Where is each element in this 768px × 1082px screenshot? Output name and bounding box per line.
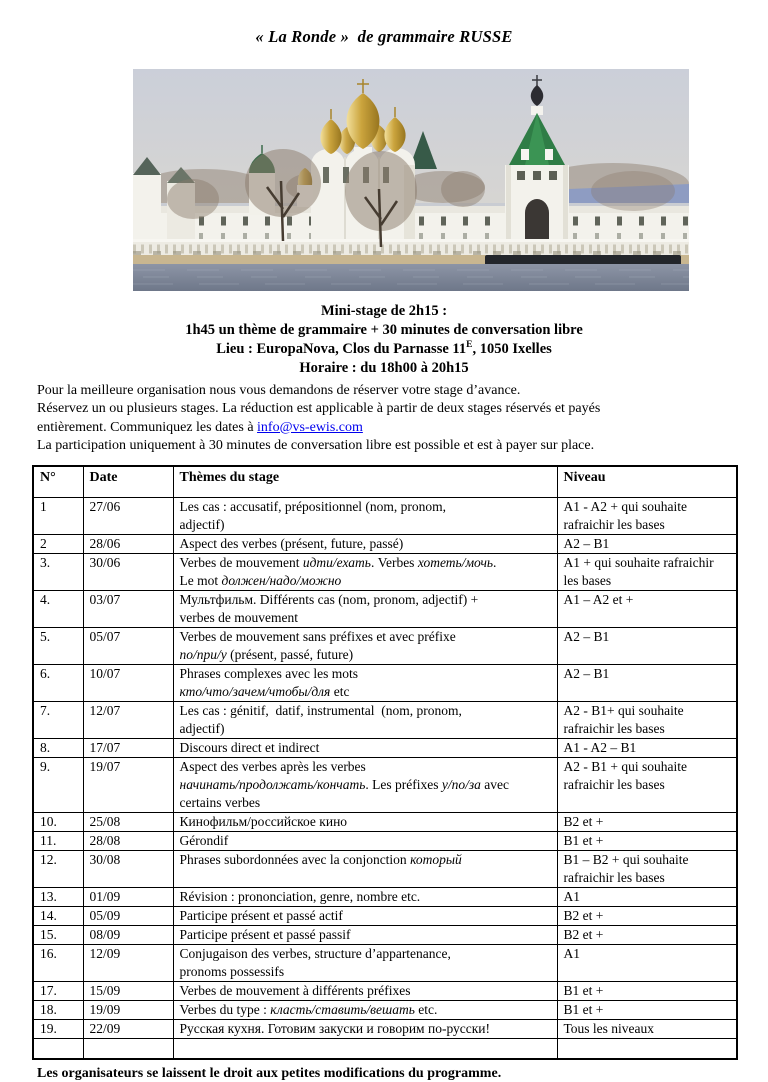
cell-number: 6. bbox=[33, 664, 83, 701]
cell-theme bbox=[173, 812, 557, 831]
theme-text: . Les préfixes bbox=[365, 776, 442, 792]
cell-date: 19/07 bbox=[83, 757, 173, 812]
table-row bbox=[33, 887, 737, 906]
cell-niveau: A1 bbox=[557, 887, 737, 906]
cell-number: 1 bbox=[33, 497, 83, 534]
embankment bbox=[133, 239, 689, 255]
cell-theme bbox=[173, 497, 557, 534]
theme-text: Verbes de mouvement sans préfixes et avec préfixe bbox=[179, 628, 456, 644]
contact-email-link[interactable]: info@vs-ewis.com bbox=[257, 419, 363, 435]
river-water bbox=[133, 264, 689, 291]
theme-text: Conjugaison des verbes, structure d’appartenance, bbox=[179, 945, 451, 961]
cell-niveau: Tous les niveaux bbox=[557, 1019, 737, 1038]
cell-number: 17. bbox=[33, 981, 83, 1000]
col-header-theme: Thèmes du stage bbox=[173, 466, 557, 498]
cell-niveau: A2 - B1 + qui souhaite rafraichir les bases bbox=[557, 757, 737, 812]
theme-text: Verbes du type : bbox=[179, 1001, 271, 1017]
theme-text: etc. bbox=[414, 1001, 438, 1017]
theme-russian-term: класть/ставить/вешать bbox=[270, 1001, 415, 1017]
theme-text: Aspect des verbes après les verbes bbox=[179, 758, 366, 774]
cell-theme bbox=[173, 981, 557, 1000]
info-line-location bbox=[0, 340, 768, 359]
table-row-empty bbox=[33, 1038, 737, 1059]
col-header-number: N° bbox=[33, 466, 83, 498]
cell-number: 12. bbox=[33, 850, 83, 887]
cell-niveau: B1 – B2 + qui souhaite rafraichir les bases bbox=[557, 850, 737, 887]
table-row bbox=[33, 981, 737, 1000]
cell-theme bbox=[173, 850, 557, 887]
info-line-format: 1h45 un thème de grammaire + 30 minutes de conversation libre bbox=[185, 322, 583, 338]
cell-number bbox=[33, 1038, 83, 1059]
cell-niveau: B2 et + bbox=[557, 812, 737, 831]
para-line-4: La participation uniquement à 30 minutes de conversation libre est possible et est à payer sur place. bbox=[37, 438, 595, 454]
table-row bbox=[33, 944, 737, 981]
theme-russian-term: у/по/за bbox=[441, 776, 481, 792]
theme-text: Les cas : accusatif, prépositionnel (nom, pronom, bbox=[179, 498, 447, 514]
cell-date: 30/08 bbox=[83, 850, 173, 887]
table-row bbox=[33, 812, 737, 831]
cell-number: 5. bbox=[33, 627, 83, 664]
cell-niveau: A2 – B1 bbox=[557, 664, 737, 701]
cell-theme bbox=[173, 534, 557, 553]
theme-text: Мультфильм. Différents cas (nom, pronom, adjectif) + bbox=[179, 591, 479, 607]
table-row bbox=[33, 664, 737, 701]
table-row bbox=[33, 906, 737, 925]
cell-theme bbox=[173, 831, 557, 850]
theme-text: Participe présent et passé actif bbox=[179, 907, 343, 923]
cell-number: 8. bbox=[33, 738, 83, 757]
table-row bbox=[33, 831, 737, 850]
table-row bbox=[33, 738, 737, 757]
cell-niveau: A1 – A2 et + bbox=[557, 590, 737, 627]
theme-russian-term: начинать/продолжать/кончать bbox=[179, 776, 366, 792]
theme-text: Phrases complexes avec les mots bbox=[179, 665, 358, 681]
cell-date: 10/07 bbox=[83, 664, 173, 701]
theme-text: Les cas : génitif, datif, instrumental (nom, pronom, bbox=[179, 702, 462, 718]
cell-number: 4. bbox=[33, 590, 83, 627]
theme-text: Participe présent et passé passif bbox=[179, 926, 351, 942]
info-line-duration: Mini-stage de 2h15 : bbox=[320, 303, 448, 319]
table-row bbox=[33, 627, 737, 664]
cell-date: 19/09 bbox=[83, 1000, 173, 1019]
cell-date: 12/07 bbox=[83, 701, 173, 738]
para-line-3-text: entièrement. Communiquez les dates à bbox=[37, 419, 258, 435]
cell-date: 30/06 bbox=[83, 553, 173, 590]
theme-text: Gérondif bbox=[179, 832, 229, 848]
cell-number: 9. bbox=[33, 757, 83, 812]
theme-russian-term: по/при/у bbox=[179, 646, 227, 662]
cell-niveau: A1 - A2 + qui souhaite rafraichir les bases bbox=[557, 497, 737, 534]
cell-niveau: B1 et + bbox=[557, 1000, 737, 1019]
cell-theme bbox=[173, 887, 557, 906]
cell-theme bbox=[173, 944, 557, 981]
table-row bbox=[33, 534, 737, 553]
cell-number: 14. bbox=[33, 906, 83, 925]
theme-text: Discours direct et indirect bbox=[179, 739, 320, 755]
table-row bbox=[33, 757, 737, 812]
theme-text: Verbes de mouvement bbox=[179, 554, 303, 570]
table-row bbox=[33, 850, 737, 887]
table-row bbox=[33, 1000, 737, 1019]
cell-theme bbox=[173, 590, 557, 627]
theme-text: Кинофильм/российское кино bbox=[179, 813, 348, 829]
para-line-1: Pour la meilleure organisation nous vous demandons de réserver votre stage d’avance. bbox=[37, 383, 521, 398]
theme-text: Aspect des verbes (présent, future, passé) bbox=[179, 535, 404, 551]
cell-theme bbox=[173, 906, 557, 925]
cell-theme bbox=[173, 627, 557, 664]
cell-date: 05/07 bbox=[83, 627, 173, 664]
cell-number: 11. bbox=[33, 831, 83, 850]
cell-number: 15. bbox=[33, 925, 83, 944]
col-header-niveau: Niveau bbox=[557, 466, 737, 498]
para-line-3 bbox=[37, 419, 732, 437]
monastery-photo bbox=[133, 69, 689, 291]
cell-number: 7. bbox=[33, 701, 83, 738]
cell-theme bbox=[173, 664, 557, 701]
cell-date: 28/08 bbox=[83, 831, 173, 850]
cell-niveau: A2 – B1 bbox=[557, 627, 737, 664]
mini-stage-info bbox=[0, 302, 768, 378]
table-row bbox=[33, 590, 737, 627]
cell-date bbox=[83, 1038, 173, 1059]
cell-date: 27/06 bbox=[83, 497, 173, 534]
theme-russian-term: кто/что/зачем/чтобы/для bbox=[179, 683, 331, 699]
info-line-schedule: Horaire : du 18h00 à 20h15 bbox=[299, 360, 469, 376]
cell-theme bbox=[173, 1038, 557, 1059]
theme-text: Le mot bbox=[179, 572, 222, 588]
booking-paragraph bbox=[37, 382, 732, 456]
table-row bbox=[33, 701, 737, 738]
theme-text: pronoms possessifs bbox=[179, 963, 285, 979]
theme-text: Phrases subordonnées avec la conjonction bbox=[179, 851, 411, 867]
theme-russian-term: хотеть/мочь bbox=[417, 554, 494, 570]
stage-table-body bbox=[33, 497, 737, 1059]
cell-niveau: A1 + qui souhaite rafraichir les bases bbox=[557, 553, 737, 590]
page-title: « La Ronde » de grammaire RUSSE bbox=[255, 27, 513, 46]
cell-theme bbox=[173, 701, 557, 738]
cell-date: 25/08 bbox=[83, 812, 173, 831]
cell-niveau: B2 et + bbox=[557, 925, 737, 944]
cell-date: 05/09 bbox=[83, 906, 173, 925]
location-superscript: E bbox=[466, 340, 473, 351]
cell-date: 03/07 bbox=[83, 590, 173, 627]
cell-number: 3. bbox=[33, 553, 83, 590]
cell-date: 22/09 bbox=[83, 1019, 173, 1038]
stage-table bbox=[32, 465, 738, 1060]
cell-theme bbox=[173, 1000, 557, 1019]
cell-niveau: A2 – B1 bbox=[557, 534, 737, 553]
cell-niveau: B2 et + bbox=[557, 906, 737, 925]
theme-text: . Verbes bbox=[370, 554, 418, 570]
theme-text: Русская кухня. Готовим закуски и говорим по-русски! bbox=[179, 1020, 491, 1036]
para-line-2: Réservez un ou plusieurs stages. La réduction est applicable à partir de deux stages réservés et payés bbox=[37, 401, 601, 417]
location-text-end: , 1050 Ixelles bbox=[472, 341, 552, 357]
theme-russian-term: идти/ехать bbox=[302, 554, 371, 570]
theme-text: etc bbox=[330, 683, 350, 699]
cell-niveau: A1 bbox=[557, 944, 737, 981]
monastery-photo-art bbox=[133, 69, 689, 291]
theme-text: adjectif) bbox=[179, 516, 225, 532]
cell-number: 10. bbox=[33, 812, 83, 831]
cell-theme bbox=[173, 738, 557, 757]
table-row bbox=[33, 1019, 737, 1038]
cell-niveau bbox=[557, 1038, 737, 1059]
cell-number: 19. bbox=[33, 1019, 83, 1038]
theme-text: avec bbox=[480, 776, 509, 792]
theme-text: (présent, passé, future) bbox=[226, 646, 354, 662]
cell-niveau: A1 - A2 – B1 bbox=[557, 738, 737, 757]
cell-theme bbox=[173, 925, 557, 944]
theme-text: adjectif) bbox=[179, 720, 225, 736]
cell-theme bbox=[173, 553, 557, 590]
cell-date: 17/07 bbox=[83, 738, 173, 757]
theme-text: Verbes de mouvement à différents préfixes bbox=[179, 982, 411, 998]
cell-theme bbox=[173, 757, 557, 812]
cell-date: 01/09 bbox=[83, 887, 173, 906]
table-row bbox=[33, 497, 737, 534]
location-text: Lieu : EuropaNova, Clos du Parnasse 11 bbox=[216, 341, 467, 357]
cell-date: 12/09 bbox=[83, 944, 173, 981]
cell-number: 13. bbox=[33, 887, 83, 906]
cell-niveau: A2 - B1+ qui souhaite rafraichir les bases bbox=[557, 701, 737, 738]
cell-theme bbox=[173, 1019, 557, 1038]
theme-text: Révision : prononciation, genre, nombre etc. bbox=[179, 888, 421, 904]
cell-number: 16. bbox=[33, 944, 83, 981]
cell-number: 2 bbox=[33, 534, 83, 553]
theme-text: . bbox=[493, 554, 497, 570]
cell-niveau: B1 et + bbox=[557, 831, 737, 850]
cell-date: 08/09 bbox=[83, 925, 173, 944]
theme-text: verbes de mouvement bbox=[179, 609, 298, 625]
table-row bbox=[33, 553, 737, 590]
cell-number: 18. bbox=[33, 1000, 83, 1019]
table-row bbox=[33, 925, 737, 944]
theme-text: certains verbes bbox=[179, 794, 261, 810]
theme-russian-term: должен/надо/можно bbox=[221, 572, 342, 588]
theme-russian-term: который bbox=[410, 851, 462, 867]
cell-niveau: B1 et + bbox=[557, 981, 737, 1000]
cell-date: 15/09 bbox=[83, 981, 173, 1000]
cell-date: 28/06 bbox=[83, 534, 173, 553]
footer-note: Les organisateurs se laissent le droit aux petites modifications du programme. bbox=[37, 1065, 502, 1081]
table-header-row bbox=[33, 466, 737, 498]
col-header-date: Date bbox=[83, 466, 173, 498]
